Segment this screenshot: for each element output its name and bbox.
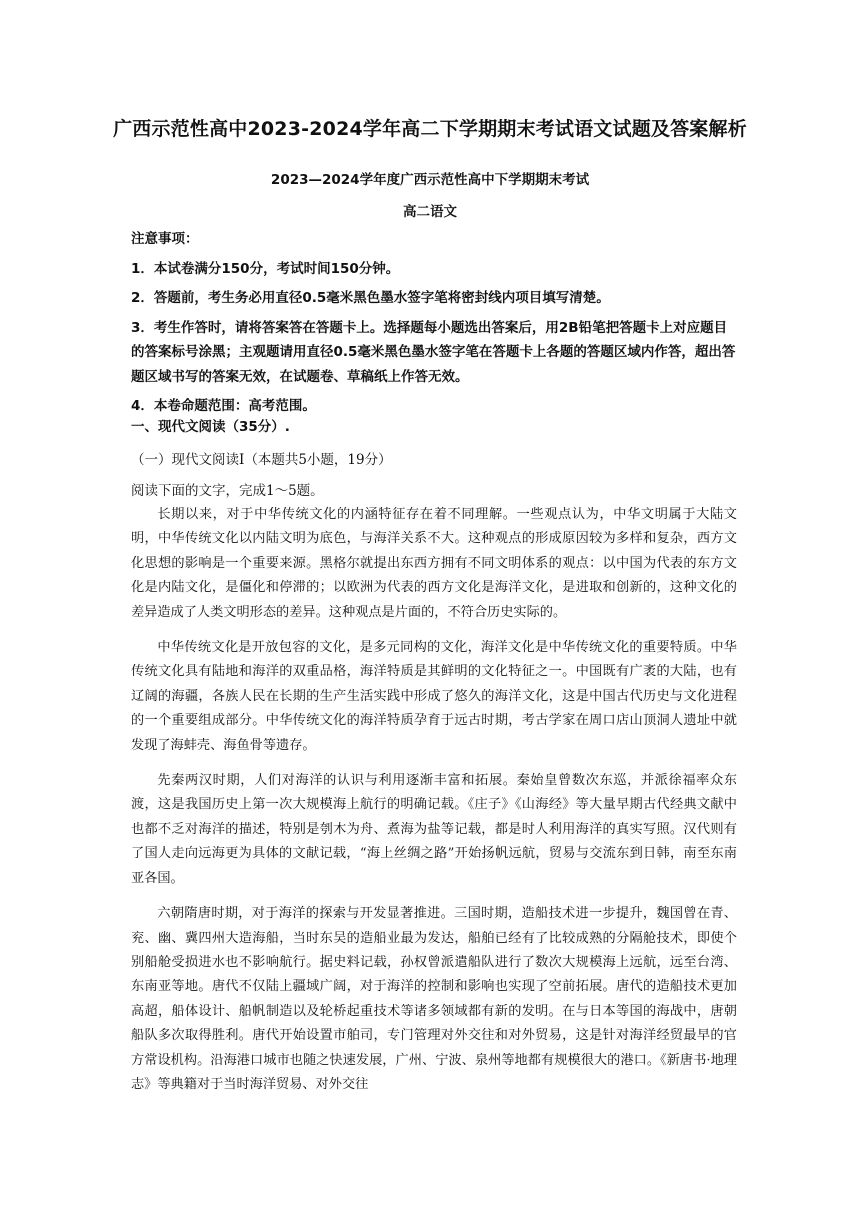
reading-passage (131, 503, 737, 1108)
note-item: 2．答题前，考生务必用直径0.5毫米黑色墨水签字笔将密封线内项目填写清楚。 (131, 290, 610, 306)
passage-paragraph: 中华传统文化是开放包容的文化，是多元同构的文化，海洋文化是中华传统文化的重要特质。中华传统文化具有陆地和海洋的双重品格，海洋特质是其鲜明的文化特征之一。中国既有广袤的大陆，也有辽阔的海疆，各族人民在长期的生产生活实践中形成了悠久的海洋文化，这是中国古代历史与文化进程的一个重要组成部分。中华传统文化的海洋特质孕育于远古时期，考古学家在周口店山顶洞人遗址中就发现了海蚌壳、海鱼骨等遗存。 (131, 640, 737, 753)
subsection-heading: （一）现代文阅读Ⅰ（本题共5小题，19分） (131, 452, 392, 468)
passage-paragraph: 六朝隋唐时期，对于海洋的探索与开发显著推进。三国时期，造船技术进一步提升，魏国曾在青、兖、幽、冀四州大造海船，当时东吴的造船业最为发达，船舶已经有了比较成熟的分隔舱技术，即使个别船舱受损进水也不影响航行。据史料记载，孙权曾派遣船队进行了数次大规模海上远航，远至台湾、东南亚等地。唐代不仅陆上疆域广阔，对于海洋的控制和影响也实现了空前拓展。唐代的造船技术更加高超，船体设计、船帆制造以及轮桥起重技术等诸多领域都有新的发明。在与日本等国的海战中，唐朝船队多次取得胜利。唐代开始设置市舶司，专门管理对外交往和对外贸易，这是针对海洋经贸最早的官方常设机构。沿海港口城市也随之快速发展，广州、宁波、泉州等地都有规模很大的港口。《新唐书·地理志》等典籍对于当时海洋贸易、对外交往 (131, 906, 737, 1092)
exam-notes (131, 227, 737, 419)
reading-instruction: 阅读下面的文字，完成1～5题。 (131, 483, 324, 499)
exam-title: 2023—2024学年度广西示范性高中下学期期末考试 (270, 172, 590, 188)
note-item: 3．考生作答时，请将答案答在答题卡上。选择题每小题选出答案后，用2B铅笔把答题卡上对应题目的答案标号涂黑；主观题请用直径0.5毫米黑色墨水签字笔在答题卡上各题的答题区域内作答，超出答题区域书写的答案无效，在试题卷、草稿纸上作答无效。 (131, 319, 736, 385)
note-item: 4．本卷命题范围：高考范围。 (131, 398, 316, 414)
notes-heading: 注意事项： (131, 231, 199, 247)
passage-paragraph: 先秦两汉时期，人们对海洋的认识与利用逐渐丰富和拓展。秦始皇曾数次东巡，并派徐福率众东渡，这是我国历史上第一次大规模海上航行的明确记载。《庄子》《山海经》等大量早期古代经典文献中也都不乏对海洋的描述，特别是刳木为舟、煮海为盐等记载，都是时人利用海洋的真实写照。汉代则有了国人走向远海更为具体的文献记载，“海上丝绸之路”开始扬帆远航，贸易与交流东到日韩，南至东南亚各国。 (131, 773, 737, 886)
section-heading: 一、现代文阅读（35分）. (131, 419, 290, 435)
note-item: 1．本试卷满分150分，考试时间150分钟。 (131, 260, 400, 277)
passage-paragraph: 长期以来，对于中华传统文化的内涵特征存在着不同理解。一些观点认为，中华文明属于大陆文明，中华传统文化以内陆文明为底色，与海洋关系不大。这种观点的形成原因较为多样和复杂，西方文化思想的影响是一个重要来源。黑格尔就提出东西方拥有不同文明体系的观点：以中国为代表的东方文化是内陆文化，是僵化和停滞的；以欧洲为代表的西方文化是海洋文化，是进取和创新的，这种文化的差异造成了人类文明形态的差异。这种观点是片面的，不符合历史实际的。 (131, 507, 737, 620)
document-title: 广西示范性高中2023-2024学年高二下学期期末考试语文试题及答案解析 (113, 118, 747, 140)
subject-title: 高二语文 (403, 204, 457, 220)
